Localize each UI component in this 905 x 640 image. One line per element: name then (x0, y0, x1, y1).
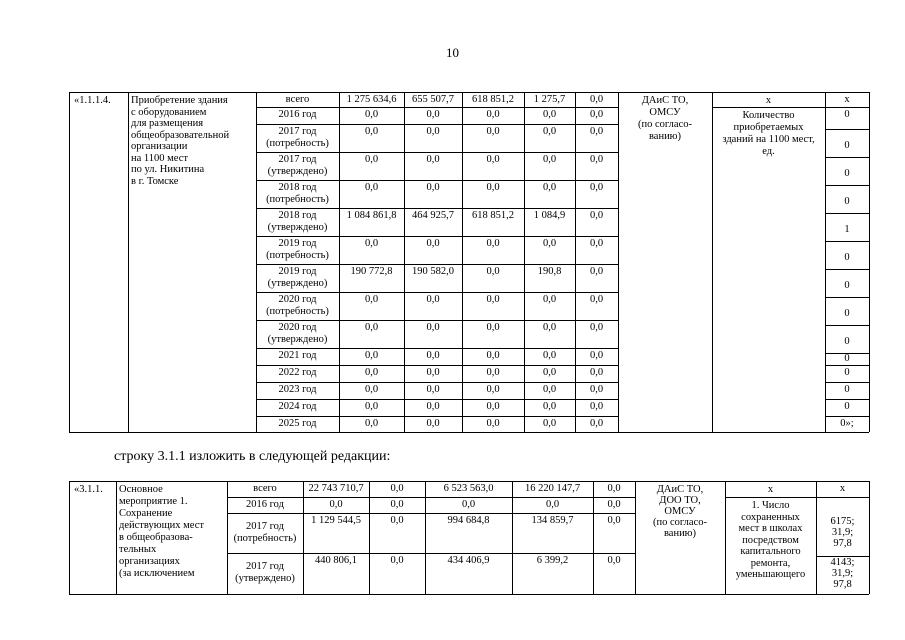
table-1-value: 0,0 (542, 109, 557, 120)
table-2-value: 134 859,7 (531, 515, 574, 526)
table-1-name-line: на 1100 мест (131, 152, 188, 164)
table-1-target-divider (825, 325, 869, 326)
table-1-target: 0 (844, 384, 850, 395)
table-2-name-line: организациях (119, 556, 180, 567)
table-1-row-divider (256, 124, 618, 125)
table-1-period: (утверждено) (267, 222, 328, 233)
table-2-target: 6175; (830, 516, 855, 527)
table-2-indicator-line: капитального (740, 546, 801, 557)
table-1-row-divider (256, 264, 618, 265)
table-2-name-line: мероприятие 1. (119, 496, 188, 507)
table-2-value: 0,0 (461, 499, 476, 510)
table-2-indicator-line: мест в школах (738, 523, 803, 534)
table-1-value: 0,0 (486, 294, 500, 305)
table-1-period: 2017 год (278, 154, 317, 165)
table-2-period: (утверждено) (235, 573, 295, 584)
table-1-row-divider (256, 107, 618, 108)
table-1-period: (утверждено) (267, 278, 328, 289)
table-1-value: 0,0 (589, 210, 604, 221)
table-1-value: 0,0 (542, 182, 557, 193)
table-1-name-line: Приобретение здания (131, 95, 228, 106)
table-1-target-divider (825, 382, 869, 383)
table-2-name-line: тельных (119, 544, 157, 555)
table-2-name-line: Сохранение (119, 508, 173, 519)
table-2-row-divider (227, 497, 635, 498)
table-1-left-border (69, 92, 70, 432)
table-1-value: 1 084,9 (533, 210, 566, 221)
table-1-row-divider (256, 208, 618, 209)
table-1-value: 190 772,8 (350, 266, 393, 277)
table-1-row-divider (256, 382, 618, 383)
table-1-indicator-header: x (765, 95, 772, 106)
table-1-period: 2022 год (278, 367, 317, 378)
table-1-value: 0,0 (426, 401, 440, 412)
table-1-period: 2024 год (278, 401, 317, 412)
table-2-executor-line: ОМСУ (664, 506, 696, 517)
table-1-period: 2023 год (278, 384, 317, 395)
table-2-right-border (869, 481, 870, 594)
table-1-row-divider (256, 365, 618, 366)
table-2-value: 440 806,1 (315, 555, 357, 566)
table-1-value: 0,0 (486, 266, 500, 277)
table-1-value: 0,0 (364, 154, 379, 165)
table-1-value: 0,0 (589, 238, 604, 249)
table-1-indicator-line: Количество (742, 110, 795, 121)
table-1-target: 1 (844, 224, 850, 235)
table-1-column-divider (339, 92, 340, 432)
table-2-value: 6 523 563,0 (443, 483, 494, 494)
table-1-period: 2019 год (278, 266, 317, 277)
table-2-period: всего (253, 483, 277, 494)
table-2-executor-line: ДОО ТО, (659, 495, 701, 506)
table-1-value: 0,0 (426, 294, 440, 305)
table-1-value: 0,0 (589, 94, 604, 105)
table-2-target: x (839, 483, 846, 494)
table-1-value: 0,0 (542, 418, 557, 429)
table-2-target: 31,9; (831, 568, 854, 579)
table-1-period: (потребность) (266, 306, 329, 317)
table-2-column-divider (116, 481, 117, 594)
table-2-bottom-border (69, 594, 869, 595)
table-1-executor-line: ванию) (648, 131, 682, 142)
table-1-indicator-divider (712, 107, 825, 108)
table-1-period: 2016 год (278, 109, 317, 120)
table-1-target-divider (825, 185, 869, 186)
table-2-value: 1 129 544,5 (311, 515, 361, 526)
table-1-row-divider (256, 292, 618, 293)
table-1-value: 0,0 (364, 367, 379, 378)
table-1-value: 655 507,7 (412, 94, 454, 105)
table-1-value: 0,0 (589, 350, 604, 361)
table-1-target-divider (825, 399, 869, 400)
table-1-value: 0,0 (542, 350, 557, 361)
table-1-value: 0,0 (589, 322, 604, 333)
table-1-target-divider (825, 269, 869, 270)
table-2-value: 0,0 (390, 555, 404, 566)
table-1-value: 0,0 (486, 384, 500, 395)
table-1-target: 0 (844, 280, 850, 291)
table-1-target-divider (825, 241, 869, 242)
table-2-value: 0,0 (390, 483, 404, 494)
table-1-target-divider (825, 365, 869, 366)
table-2-indicator-line: уменьшающего (735, 569, 806, 580)
table-2-top-border (69, 481, 869, 482)
table-2-value: 0,0 (607, 555, 621, 566)
table-1-target: 0 (844, 336, 850, 347)
table-1-value: 0,0 (364, 401, 379, 412)
table-1-target: 0 (844, 196, 850, 207)
table-1-value: 0,0 (364, 294, 379, 305)
table-1-value: 0,0 (364, 109, 379, 120)
table-1-period: 2018 год (278, 210, 317, 221)
table-1-row-divider (256, 416, 618, 417)
table-2-executor-line: (по согласо- (653, 517, 707, 528)
table-1-name-line: общеобразовательной (131, 129, 230, 141)
table-2-target: 97,8 (833, 538, 852, 549)
table-1-target: 0»; (840, 418, 854, 429)
table-2-value: 434 406,9 (447, 555, 490, 566)
table-1-value: 0,0 (589, 126, 604, 137)
table-1-value: 1 084 861,8 (346, 210, 397, 221)
table-1-period: (утверждено) (267, 166, 328, 177)
table-1-value: 0,0 (589, 367, 604, 378)
table-1-row-divider (256, 236, 618, 237)
table-2-value: 0,0 (607, 515, 621, 526)
table-2-target: 4143; (830, 557, 855, 568)
table-1-column-divider (618, 92, 619, 432)
table-1-target: 0 (844, 353, 850, 364)
table-2-row-divider (227, 513, 635, 514)
table-1-name-line: для размещения (131, 118, 204, 129)
table-1-value: 0,0 (542, 126, 557, 137)
table-1-value: 0,0 (426, 418, 440, 429)
table-1-value: 0,0 (542, 367, 557, 378)
table-1-target: 0 (844, 401, 850, 412)
table-1-indicator-line: ед. (762, 146, 775, 157)
table-1-target-divider (825, 213, 869, 214)
table-1-executor-line: ОМСУ (649, 107, 681, 118)
table-1-value: 0,0 (426, 367, 440, 378)
table-1-row-divider (256, 180, 618, 181)
table-1-value: 0,0 (589, 182, 604, 193)
table-1-target-divider (825, 297, 869, 298)
table-1-period: 2018 год (278, 182, 317, 193)
table-1-column-divider (462, 92, 463, 432)
table-1-value: 0,0 (486, 350, 500, 361)
table-1-value: 190,8 (537, 266, 562, 277)
table-2-indicator-line: 1. Число (751, 500, 790, 511)
table-1-value: 0,0 (364, 350, 379, 361)
table-1-value: 0,0 (589, 384, 604, 395)
table-1-target: 0 (844, 252, 850, 263)
table-1-value: 0,0 (486, 322, 500, 333)
table-1-name-line: организации (131, 141, 188, 152)
table-2-indicator-line: сохраненных (741, 511, 800, 523)
table-1-name-line: по ул. Никитина (131, 164, 205, 175)
table-1-value: 0,0 (589, 109, 604, 120)
table-1-value: 0,0 (426, 182, 440, 193)
table-1-period: 2021 год (278, 350, 317, 361)
table-2-period: 2016 год (246, 499, 284, 510)
table-1-value: 0,0 (589, 418, 604, 429)
table-1-value: 0,0 (364, 182, 379, 193)
table-1-value: 0,0 (364, 238, 379, 249)
table-1-target: 0 (844, 168, 850, 179)
table-1-row-divider (256, 152, 618, 153)
table-1-period: 2020 год (278, 322, 317, 333)
table-1-right-border (869, 92, 870, 432)
table-1-target: 0 (844, 308, 850, 319)
table-2-row-divider (227, 553, 635, 554)
table-1-value: 0,0 (486, 367, 500, 378)
table-1-target: 0 (844, 109, 850, 120)
table-1-bottom-border (69, 432, 869, 433)
table-1-value: 0,0 (542, 294, 557, 305)
table-1-value: 1 275 634,6 (346, 94, 397, 105)
table-2-value: 994 684,8 (447, 515, 490, 526)
table-1-name-line: в г. Томске (131, 175, 179, 187)
table-1-row-divider (256, 320, 618, 321)
table-2-executor-line: ДАиС ТО, (656, 484, 704, 495)
table-1-period: (потребность) (266, 194, 329, 205)
table-2-period: 2017 год (246, 561, 284, 572)
table-1-value: 0,0 (486, 109, 500, 120)
table-1-value: 1 275,7 (533, 94, 566, 105)
table-1-period: 2019 год (278, 238, 317, 249)
table-1-period: 2020 год (278, 294, 317, 305)
table-1-value: 0,0 (486, 238, 500, 249)
table-1-target-divider (825, 129, 869, 130)
table-2-name-line: действующих мест (119, 520, 204, 531)
table-2-name-line: (за исключением (119, 568, 195, 579)
table-2-row-number: «3.1.1. (74, 484, 103, 495)
table-1-value: 0,0 (426, 238, 440, 249)
table-1-value: 0,0 (364, 322, 379, 333)
table-1-value: 0,0 (426, 350, 440, 361)
table-2-indicator-line: посредством (742, 534, 799, 546)
table-1-value: 0,0 (486, 154, 500, 165)
table-2-value: 0,0 (390, 515, 404, 526)
table-2-indicator-divider (725, 497, 869, 498)
instruction-text: строку 3.1.1 изложить в следующей редакции: (114, 449, 391, 464)
table-1-value: 0,0 (542, 238, 557, 249)
table-1-executor-line: (по согласо- (638, 119, 692, 130)
table-2-value: 22 743 710,7 (308, 483, 364, 494)
table-2-period: (потребность) (233, 533, 297, 544)
table-2-period: 2017 год (246, 521, 284, 532)
table-1-value: 0,0 (542, 401, 557, 412)
table-1-top-border (69, 92, 869, 93)
table-1-value: 0,0 (364, 126, 379, 137)
table-1-column-divider (575, 92, 576, 432)
page-number: 10 (446, 45, 459, 60)
table-2-value: 16 220 147,7 (524, 483, 581, 494)
table-1-column-divider (524, 92, 525, 432)
table-1-value: 0,0 (542, 154, 557, 165)
table-2-value: 6 399,2 (536, 555, 569, 566)
table-2-target: 97,8 (833, 579, 852, 590)
table-1-period: 2025 год (278, 418, 317, 429)
table-1-value: 0,0 (542, 384, 557, 395)
table-2-indicator-line: ремонта, (750, 557, 791, 569)
table-1-target: x (844, 94, 850, 105)
table-1-target-divider (825, 157, 869, 158)
table-2-left-border (69, 481, 70, 594)
table-2-executor-line: ванию) (663, 528, 697, 539)
table-1-period: (утверждено) (267, 334, 328, 345)
table-1-row-divider (256, 399, 618, 400)
table-1-target-divider (825, 416, 869, 417)
table-1-indicator-line: приобретаемых (733, 122, 804, 133)
table-1-value: 618 851,2 (472, 210, 514, 221)
table-2-value: 0,0 (329, 499, 343, 510)
table-1-value: 0,0 (426, 384, 440, 395)
table-1-indicator-line: зданий на 1100 мест, (722, 134, 815, 145)
table-1-value: 0,0 (486, 182, 500, 193)
table-2-value: 0,0 (390, 499, 404, 510)
table-1-period: (потребность) (266, 250, 329, 261)
table-1-value: 0,0 (486, 418, 500, 429)
table-1-value: 0,0 (426, 154, 440, 165)
table-1-value: 0,0 (542, 322, 557, 333)
table-2-value: 0,0 (607, 483, 621, 494)
table-2-name-line: в общеобразова- (119, 532, 193, 543)
table-1-value: 0,0 (426, 109, 440, 120)
table-1-executor-line: ДАиС ТО, (641, 95, 689, 106)
table-1-value: 0,0 (486, 401, 500, 412)
table-1-value: 0,0 (589, 266, 604, 277)
table-1-row-number: «1.1.1.4. (74, 95, 111, 106)
table-1-value: 0,0 (426, 126, 440, 137)
table-1-period: 2017 год (278, 126, 317, 137)
table-1-value: 464 925,7 (412, 210, 454, 221)
table-1-value: 0,0 (486, 126, 500, 137)
table-1-value: 0,0 (364, 418, 379, 429)
table-1-period: (потребность) (266, 138, 329, 149)
table-1-target: 0 (844, 140, 850, 151)
table-2-indicator-header: x (767, 484, 774, 495)
table-2-name-line: Основное (119, 484, 163, 495)
table-2-value: 0,0 (545, 499, 560, 510)
table-1-target: 0 (844, 367, 850, 378)
table-1-period: всего (285, 94, 310, 105)
table-1-target-divider (825, 107, 869, 108)
table-1-value: 618 851,2 (472, 94, 514, 105)
table-1-name-line: с оборудованием (131, 106, 207, 118)
table-1-value: 0,0 (589, 294, 604, 305)
table-1-column-divider (128, 92, 129, 432)
table-1-value: 0,0 (589, 401, 604, 412)
table-2-value: 0,0 (607, 499, 621, 510)
table-2-target: 31,9; (831, 527, 854, 538)
table-1-value: 0,0 (426, 322, 440, 333)
table-1-column-divider (404, 92, 405, 432)
table-1-value: 0,0 (589, 154, 604, 165)
table-1-value: 190 582,0 (412, 266, 454, 277)
table-1-row-divider (256, 348, 618, 349)
table-1-value: 0,0 (364, 384, 379, 395)
